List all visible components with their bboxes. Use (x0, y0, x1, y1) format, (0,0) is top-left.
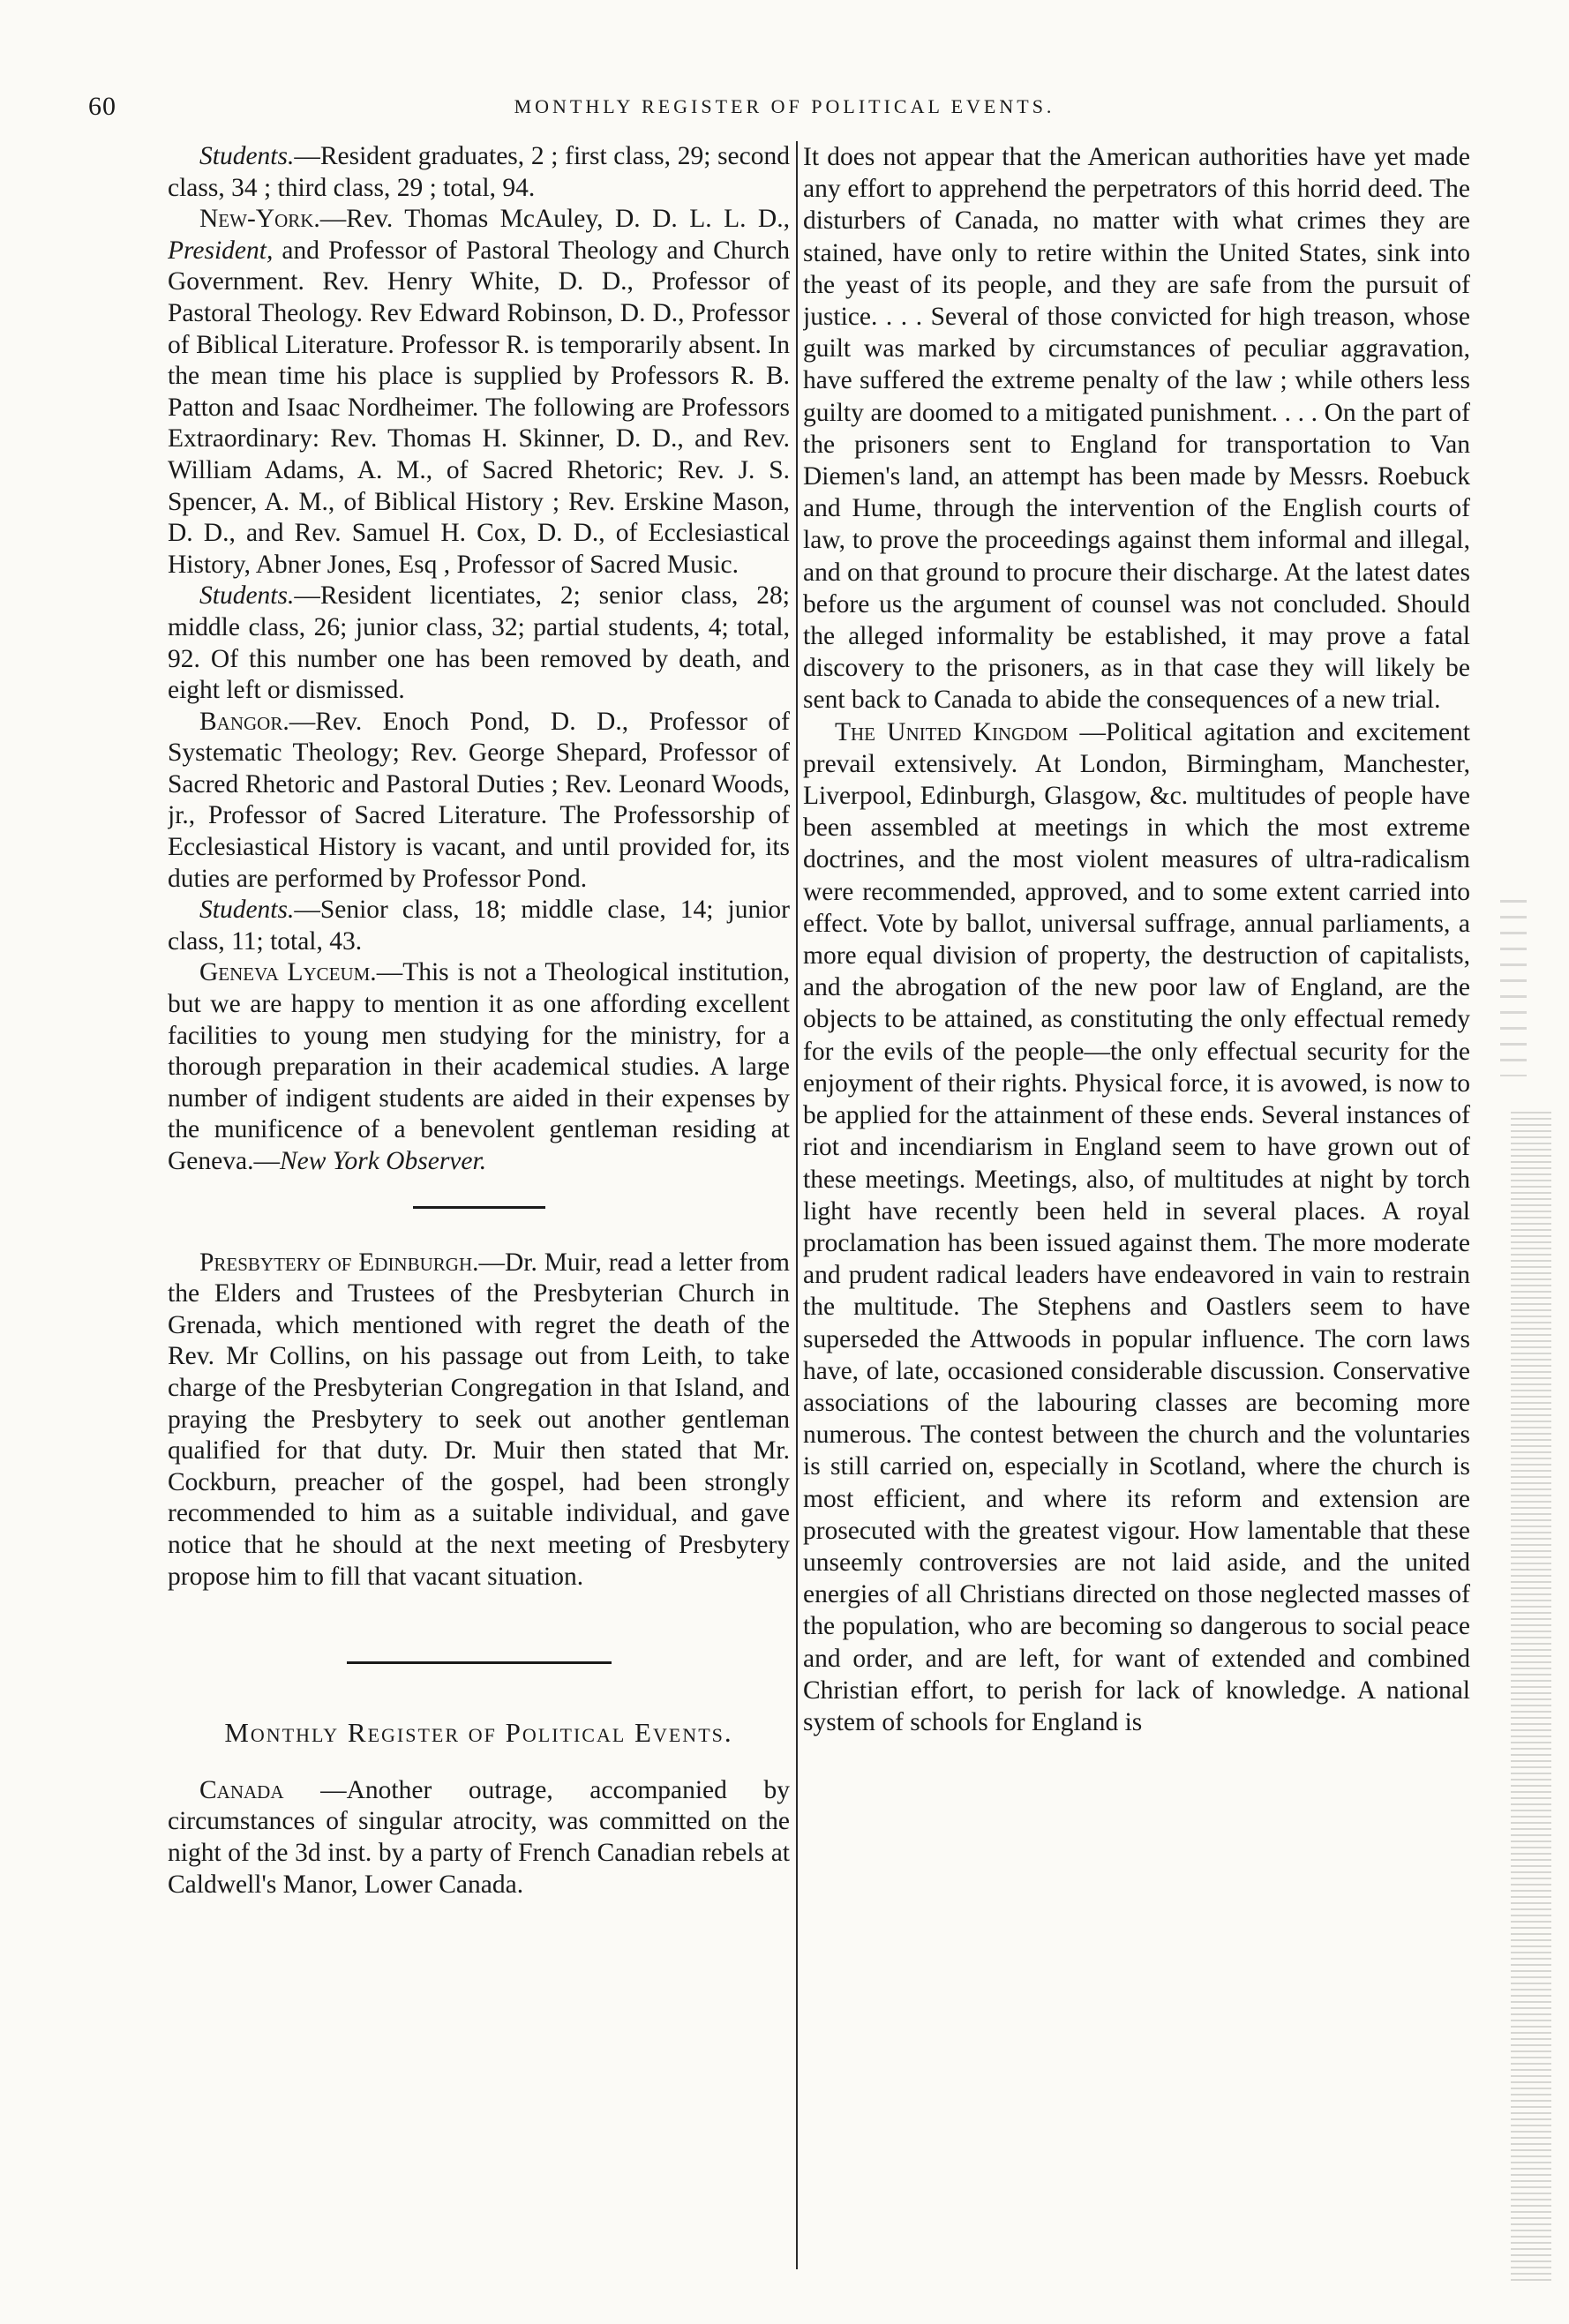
students-union-paragraph (168, 141, 790, 204)
united-kingdom-paragraph (803, 716, 1470, 1739)
section-divider (413, 1206, 545, 1209)
paragraph-lead: Geneva Lyceum. (199, 958, 377, 987)
paragraph-text: —Resident licentiates, 2; senior class, 28; middle class, 26; junior class, 32; partial students, 4; total, 92. Of this number one has been removed by death, and eight left or dismissed. (168, 581, 790, 705)
paragraph-text: —Resident graduates, 2 ; first class, 29; second class, 34 ; third class, 29 ; total, 94. (168, 142, 790, 202)
scan-edge-artifact (1511, 1112, 1551, 2285)
paragraph-lead: Canada (199, 1775, 284, 1804)
right-column (803, 141, 1470, 2268)
column-rule (796, 141, 798, 2269)
students-bangor-paragraph (168, 895, 790, 957)
paragraph-text: —Another outrage, accompanied by circumstances of singular atrocity, was committed on the night of the 3d inst. by a party of French Canadian rebels at Caldwell's Manor, Lower Canada. (168, 1775, 790, 1899)
running-title: MONTHLY REGISTER OF POLITICAL EVENTS. (514, 95, 1055, 117)
paragraph-lead: Students. (199, 142, 295, 170)
source-citation: New York Observer. (279, 1147, 487, 1175)
paragraph-lead: Students. (199, 896, 295, 925)
president-title: President, (168, 236, 274, 265)
paragraph-text: and Professor of Pastoral Theology and Church Government. Rev. Henry White, D. D., Professor of Pastoral Theology. Rev Edward Robinson, D. D., Professor of Biblical Literature. Professor R. is temporarily absent. In the mean time his place is supplied by Professors R. B. Patton and Isaac Nordheimer. The following are Professors Extraordinary: Rev. Thomas H. Skinner, D. D., and Rev. William Adams, A. M., of Sacred Rhetoric; Rev. J. S. Spencer, A. M., of Biblical History ; Rev. Erskine Mason, D. D., and Rev. Samuel H. Cox, D. D., of Ecclesiastical History, Abner Jones, Esq , Professor of Sacred Music. (168, 236, 790, 579)
paragraph-text: —Senior class, 18; middle clase, 14; junior class, 11; total, 43. (168, 896, 790, 956)
page-number: 60 (88, 92, 116, 121)
scan-margin-artifact (1500, 900, 1527, 1076)
paragraph-lead: Bangor. (199, 707, 289, 736)
students-new-york-paragraph (168, 581, 790, 706)
paragraph-text: —Rev. Enoch Pond, D. D., Professor of Systematic Theology; Rev. George Shepard, Professor of Sacred Rhetoric and Pastoral Duties ; Rev. Leonard Woods, jr., Professor of Sacred Literature. The Professorship of Ecclesiastical History is vacant, and until provided for, its duties are performed by Professor Pond. (168, 707, 790, 893)
section-heading: Monthly Register of Political Events. (224, 1717, 733, 1749)
paragraph-text: —Rev. Thomas McAuley, D. D. L. L. D., (319, 205, 790, 234)
paragraph-lead: Presbytery of Edinburgh. (199, 1248, 479, 1277)
presbytery-paragraph (168, 1248, 790, 1593)
paragraph-text: —Political agitation and excitement prevail extensively. At London, Birmingham, Manchester, Liverpool, Edinburgh, Glasgow, &c. multitudes of people have been assembled at meetings in which the most extreme doctrines, and the most violent measures of ultra-radicalism were recommended, approved, and to some extent carried into effect. Vote by ballot, universal suffrage, annual parliaments, a more equal division of property, the destruction of capitalists, and the abrogation of the new poor law of England, are the objects to be attained, as constituting the only effectual remedy for the evils of the people—the only effectual security for the enjoyment of their rights. Physical force, it is avowed, is now to be applied for the attainment of these ends. Several instances of riot and incendiarism in England seem to have grown out of these meetings. Meetings, also, of multitudes at night by torch light have recently been held in several places. A royal proclamation has been issued against them. The more moderate and prudent radical leaders have endeavored in vain to restrain the multitude. The Stephens and Oastlers seem to have superseded the Attwoods in popular influence. The corn laws have, of late, occasioned considerable discussion. Conservative associations of the labouring classes are becoming more numerous. The contest between the church and the voluntaries is still carried on, especially in Scotland, where the church is most efficient, and where its reform and extension are prosecuted with the greatest vigour. How lamentable that these unseemly controversies are not laid aside, and the united energies of all Christians directed on those neglected masses of the population, who are becoming so dangerous to social peace and order, and are left, for want of extended and combined Christian effort, to perish for lack of knowledge. A national system of schools for England is (803, 717, 1470, 1736)
geneva-lyceum-paragraph (168, 957, 790, 1177)
new-york-paragraph (168, 204, 790, 581)
left-column (168, 141, 790, 2268)
paragraph-lead: The United Kingdom (835, 717, 1069, 746)
paragraph-text: —Dr. Muir, read a letter from the Elders and Trustees of the Presbyterian Church in Grenada, which mentioned with regret the death of the Rev. Mr Collins, on his passage out from Leith, to take charge of the Presbyterian Congregation in that Island, and praying the Presbytery to seek out another gentleman qualified for that duty. Dr. Muir then stated that Mr. Cockburn, preacher of the gospel, had been strongly recommended to him as a suitable individual, and gave notice that he should at the next meeting of Presbytery propose him to fill that vacant situation. (168, 1248, 790, 1591)
canada-paragraph (168, 1775, 790, 1900)
paragraph-text: It does not appear that the American authorities have yet made any effort to apprehend the perpetrators of this horrid deed. The disturbers of Canada, no matter with what crimes they are stained, have only to retire within the United States, sink into the yeast of its people, and they are safe from the pursuit of justice. . . . Several of those convicted for high treason, whose guilt was marked by circumstances of peculiar aggravation, have suffered the extreme penalty of the law ; while others less guilty are doomed to a mitigated punishment. . . . On the part of the prisoners sent to England for transportation to Van Diemen's land, an attempt has been made by Messrs. Roebuck and Hume, through the intervention of the English courts of law, to prove the proceedings against them informal and illegal, and on that ground to procure their discharge. At the latest dates before us the argument of counsel was not concluded. Should the alleged informality be established, it may prove a fatal discovery to the prisoners, as in that case they will likely be sent back to Canada to abide the consequences of a new trial. (803, 143, 1470, 715)
bangor-paragraph (168, 707, 790, 896)
paragraph-lead: New-York. (199, 205, 320, 234)
paragraph-lead: Students. (199, 581, 295, 611)
section-divider (347, 1661, 612, 1664)
paragraph-text: —This is not a Theological institution, but we are happy to mention it as one affording excellent facilities to young men studying for the ministry, for a thorough preparation in their academical studies. A large number of indigent students are aided in their expenses by the munificence of a benevolent gentleman residing at Geneva.— (168, 958, 790, 1175)
canada-continued-paragraph (803, 141, 1470, 716)
